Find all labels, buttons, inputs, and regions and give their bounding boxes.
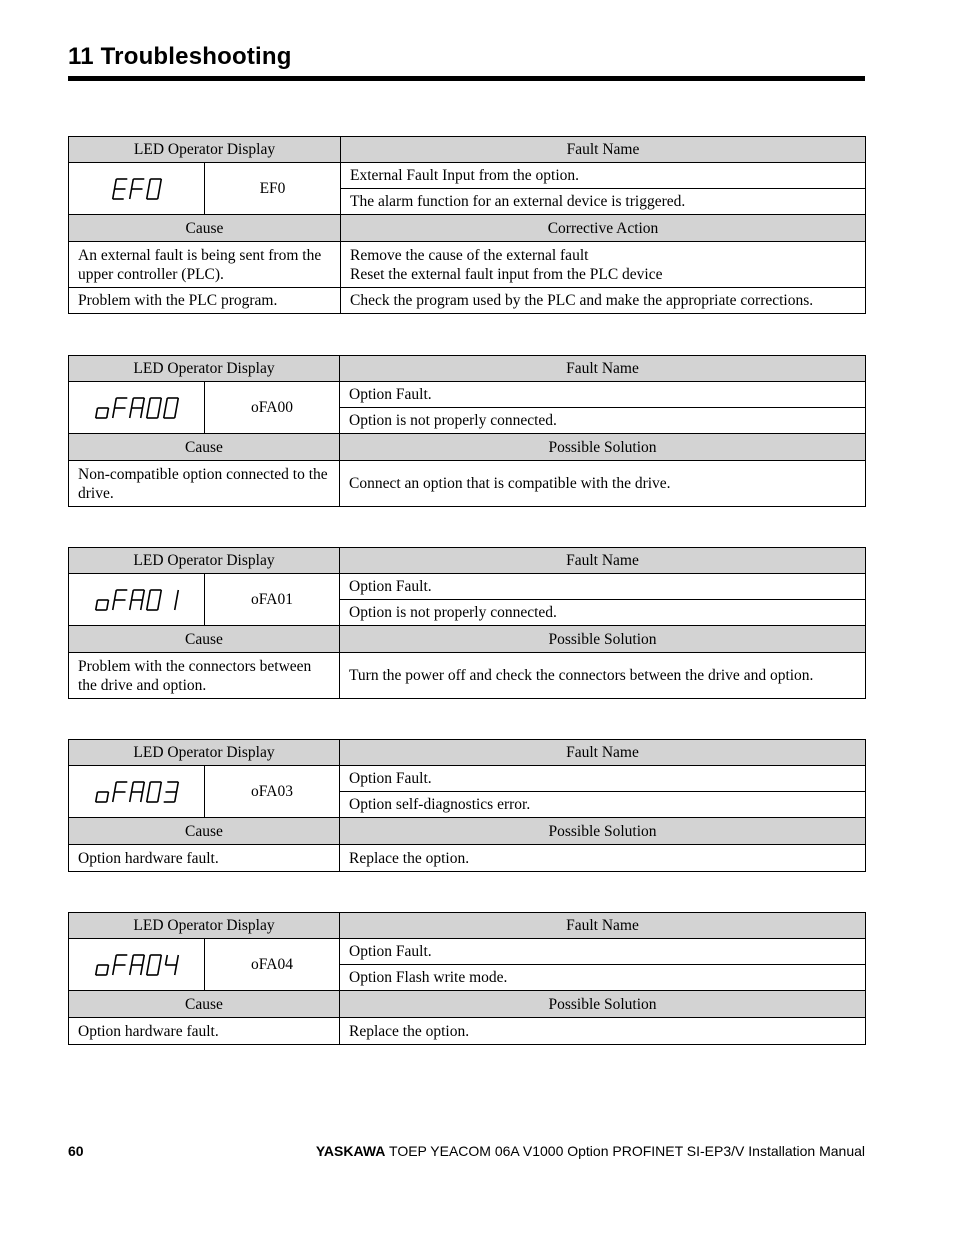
led-display-glyphs bbox=[69, 939, 205, 991]
footer-manual-title bbox=[316, 1143, 865, 1159]
segment-A-f bbox=[131, 398, 133, 408]
led-display-glyphs bbox=[69, 382, 205, 434]
header-fault-name: Fault Name bbox=[340, 356, 866, 382]
segment-0-c bbox=[157, 408, 159, 418]
page-number: 60 bbox=[68, 1143, 84, 1159]
fault-name-line: Option Fault. bbox=[340, 382, 866, 408]
cause-cell: An external fault is being sent from the upper controller (PLC). bbox=[69, 242, 341, 288]
segment-F-e bbox=[112, 600, 114, 610]
seven-segment-display bbox=[77, 778, 197, 806]
segment-o-c bbox=[106, 600, 108, 610]
segment-0-c bbox=[157, 600, 159, 610]
segment-E-e bbox=[112, 189, 114, 199]
segment-A-e bbox=[129, 600, 131, 610]
segment-F-e bbox=[112, 965, 114, 975]
segment-0-e bbox=[146, 792, 148, 802]
segment-A-f bbox=[131, 782, 133, 792]
led-display-glyphs bbox=[69, 163, 205, 215]
segment-0-f bbox=[165, 398, 167, 408]
header-led-display: LED Operator Display bbox=[69, 137, 341, 163]
cause-cell: Non-compatible option connected to the drive. bbox=[69, 461, 340, 507]
segment-0-f bbox=[148, 590, 150, 600]
segment-o-e bbox=[95, 792, 97, 802]
action-line: Remove the cause of the external fault bbox=[350, 246, 589, 264]
fault-code: oFA04 bbox=[205, 939, 340, 991]
segment-0-f bbox=[148, 955, 150, 965]
segment-o-c bbox=[106, 965, 108, 975]
header-action: Possible Solution bbox=[340, 626, 866, 653]
segment-3-b bbox=[176, 782, 178, 792]
cause-cell: Problem with the connectors between the drive and option. bbox=[69, 653, 340, 699]
fault-table-ofa00 bbox=[68, 355, 866, 507]
segment-0-e bbox=[146, 965, 148, 975]
action-cell: Replace the option. bbox=[340, 845, 866, 872]
fault-table-ofa04 bbox=[68, 912, 866, 1045]
segment-A-c bbox=[140, 408, 142, 418]
header-led-display: LED Operator Display bbox=[69, 356, 340, 382]
segment-A-b bbox=[142, 590, 144, 600]
segment-1-b bbox=[176, 590, 178, 600]
segment-0-e bbox=[146, 189, 148, 199]
seven-segment-display bbox=[77, 951, 197, 979]
header-fault-name: Fault Name bbox=[341, 137, 866, 163]
segment-0-b bbox=[159, 955, 161, 965]
segment-F-e bbox=[112, 408, 114, 418]
segment-0-c bbox=[157, 965, 159, 975]
segment-o-e bbox=[95, 408, 97, 418]
segment-0-e bbox=[163, 408, 165, 418]
fault-description-line: The alarm function for an external device is triggered. bbox=[341, 189, 866, 215]
segment-0-b bbox=[159, 590, 161, 600]
segment-3-c bbox=[174, 792, 176, 802]
segment-0-b bbox=[159, 782, 161, 792]
segment-F-e bbox=[112, 792, 114, 802]
segment-4-c bbox=[174, 965, 176, 975]
header-fault-name: Fault Name bbox=[340, 913, 866, 939]
segment-F-f bbox=[131, 179, 133, 189]
action-cell: Check the program used by the PLC and make the appropriate corrections. bbox=[341, 288, 866, 314]
fault-name-line: External Fault Input from the option. bbox=[341, 163, 866, 189]
segment-0-b bbox=[176, 398, 178, 408]
segment-o-e bbox=[95, 600, 97, 610]
header-action: Possible Solution bbox=[340, 818, 866, 845]
segment-0-c bbox=[174, 408, 176, 418]
header-action: Corrective Action bbox=[341, 215, 866, 242]
header-led-display: LED Operator Display bbox=[69, 913, 340, 939]
fault-description-line: Option is not properly connected. bbox=[340, 408, 866, 434]
segment-F-f bbox=[114, 782, 116, 792]
segment-4-f bbox=[165, 955, 167, 965]
segment-0-b bbox=[159, 179, 161, 189]
footer-title-text: TOEP YEACOM 06A V1000 Option PROFINET SI-EP3/V Installation Manual bbox=[385, 1143, 865, 1159]
segment-A-e bbox=[129, 408, 131, 418]
header-cause: Cause bbox=[69, 818, 340, 845]
header-action: Possible Solution bbox=[340, 991, 866, 1018]
segment-A-e bbox=[129, 792, 131, 802]
segment-A-f bbox=[131, 590, 133, 600]
cause-cell: Option hardware fault. bbox=[69, 1018, 340, 1045]
segment-0-f bbox=[148, 179, 150, 189]
segment-F-e bbox=[129, 189, 131, 199]
action-cell bbox=[341, 242, 866, 288]
segment-A-c bbox=[140, 965, 142, 975]
segment-o-c bbox=[106, 408, 108, 418]
segment-F-f bbox=[114, 955, 116, 965]
segment-0-e bbox=[146, 408, 148, 418]
header-led-display: LED Operator Display bbox=[69, 548, 340, 574]
fault-name-line: Option Fault. bbox=[340, 766, 866, 792]
segment-A-e bbox=[129, 965, 131, 975]
seven-segment-display bbox=[77, 394, 197, 422]
led-display-glyphs bbox=[69, 766, 205, 818]
segment-0-c bbox=[157, 792, 159, 802]
segment-F-f bbox=[114, 590, 116, 600]
led-display-glyphs bbox=[69, 574, 205, 626]
fault-table-ofa03 bbox=[68, 739, 866, 872]
header-cause: Cause bbox=[69, 434, 340, 461]
fault-code: EF0 bbox=[205, 163, 341, 215]
segment-E-f bbox=[114, 179, 116, 189]
fault-table-ofa01 bbox=[68, 547, 866, 699]
fault-code: oFA00 bbox=[205, 382, 340, 434]
segment-o-c bbox=[106, 792, 108, 802]
segment-A-f bbox=[131, 955, 133, 965]
segment-F-f bbox=[114, 398, 116, 408]
header-cause: Cause bbox=[69, 215, 341, 242]
fault-name-line: Option Fault. bbox=[340, 574, 866, 600]
header-cause: Cause bbox=[69, 626, 340, 653]
header-cause: Cause bbox=[69, 991, 340, 1018]
header-fault-name: Fault Name bbox=[340, 548, 866, 574]
segment-A-b bbox=[142, 782, 144, 792]
title-rule bbox=[68, 76, 865, 81]
fault-name-line: Option Fault. bbox=[340, 939, 866, 965]
segment-A-b bbox=[142, 398, 144, 408]
fault-description-line: Option self-diagnostics error. bbox=[340, 792, 866, 818]
segment-0-f bbox=[148, 782, 150, 792]
segment-0-c bbox=[157, 189, 159, 199]
cause-cell: Option hardware fault. bbox=[69, 845, 340, 872]
seven-segment-display bbox=[77, 586, 197, 614]
segment-0-b bbox=[159, 398, 161, 408]
action-cell: Turn the power off and check the connectors between the drive and option. bbox=[340, 653, 866, 699]
action-cell: Replace the option. bbox=[340, 1018, 866, 1045]
cause-cell: Problem with the PLC program. bbox=[69, 288, 341, 314]
footer-brand: YASKAWA bbox=[315, 1143, 386, 1159]
fault-code: oFA01 bbox=[205, 574, 340, 626]
action-line: Reset the external fault input from the PLC device bbox=[350, 265, 663, 283]
fault-description-line: Option Flash write mode. bbox=[340, 965, 866, 991]
segment-A-c bbox=[140, 600, 142, 610]
header-action: Possible Solution bbox=[340, 434, 866, 461]
segment-o-e bbox=[95, 965, 97, 975]
segment-0-f bbox=[148, 398, 150, 408]
seven-segment-display bbox=[77, 175, 197, 203]
segment-A-c bbox=[140, 792, 142, 802]
segment-1-c bbox=[174, 600, 176, 610]
segment-4-b bbox=[176, 955, 178, 965]
section-title: 11 Troubleshooting bbox=[68, 43, 292, 70]
header-led-display: LED Operator Display bbox=[69, 740, 340, 766]
fault-code: oFA03 bbox=[205, 766, 340, 818]
header-fault-name: Fault Name bbox=[340, 740, 866, 766]
segment-0-e bbox=[146, 600, 148, 610]
segment-A-b bbox=[142, 955, 144, 965]
fault-table-ef0 bbox=[68, 136, 866, 314]
action-cell: Connect an option that is compatible with the drive. bbox=[340, 461, 866, 507]
fault-description-line: Option is not properly connected. bbox=[340, 600, 866, 626]
